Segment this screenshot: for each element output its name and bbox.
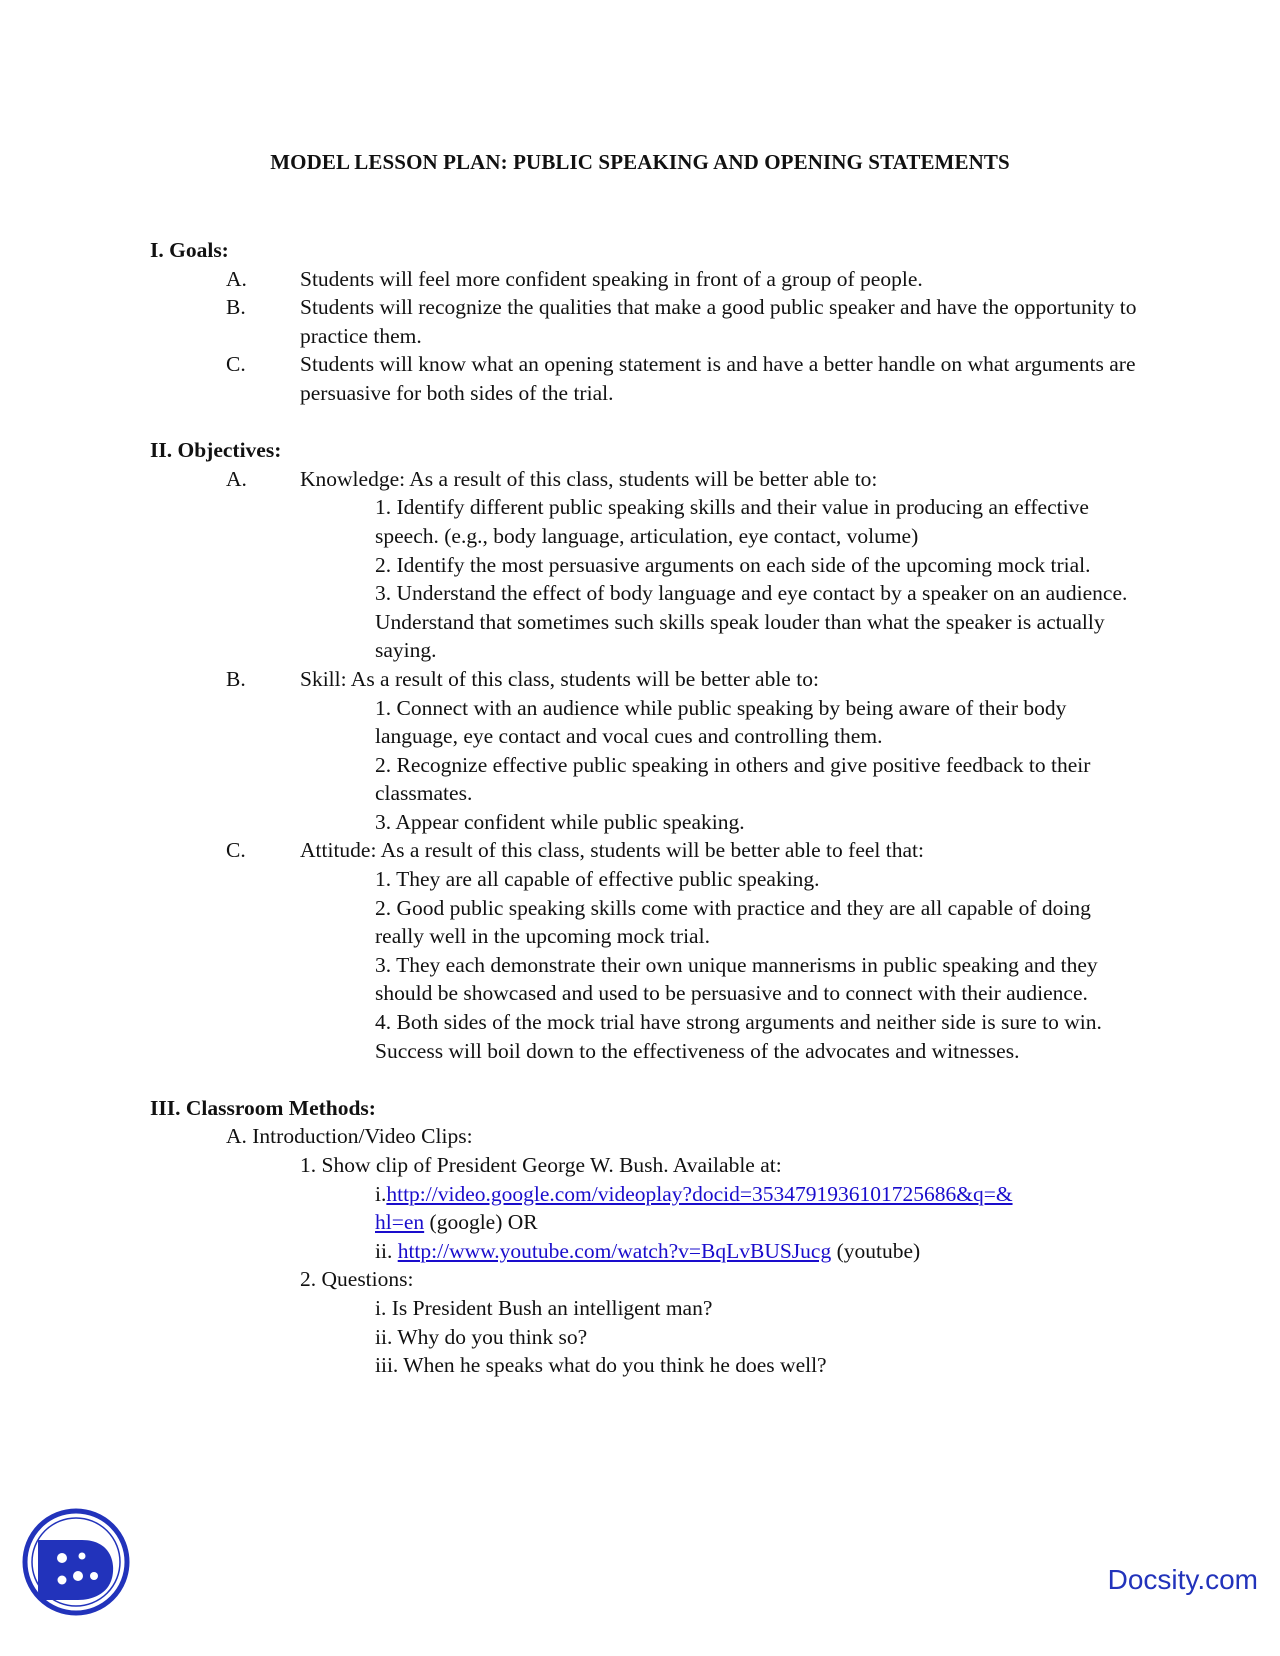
- video-link-google-line-2: [375, 1208, 1140, 1237]
- methods-heading: III. Classroom Methods:: [150, 1095, 376, 1120]
- objective-letter: A.: [226, 466, 247, 491]
- video-link-google-line: [375, 1180, 1140, 1209]
- methods-step: 1. Show clip of President George W. Bush. Available at:: [300, 1153, 782, 1177]
- goal-item: [150, 265, 1140, 294]
- goal-text: Students will know what an opening statement is and have a better handle on what arguments are persuasive for both sides of the trial.: [300, 352, 1136, 405]
- goal-item: [150, 293, 1140, 350]
- link-suffix: (youtube): [831, 1238, 921, 1263]
- objective-knowledge: [150, 465, 1140, 494]
- objective-point: 3. They each demonstrate their own unique mannerisms in public speaking and they should be showcased and used to be persuasive and to connect with their audience.: [375, 952, 1098, 1006]
- link-prefix: ii.: [375, 1238, 398, 1263]
- goal-letter: B.: [226, 295, 246, 320]
- objective-letter: B.: [226, 666, 246, 691]
- methods-intro: A. Introduction/Video Clips:: [226, 1124, 473, 1149]
- objective-text: Attitude: As a result of this class, students will be better able to feel that:: [300, 838, 924, 863]
- objective-point: 2. Identify the most persuasive arguments on each side of the upcoming mock trial.: [375, 552, 1091, 577]
- objective-point: 1. Identify different public speaking skills and their value in producing an effective speech. (e.g., body language, articulation, eye contact, volume): [375, 495, 1089, 548]
- link-prefix: i.: [375, 1181, 387, 1206]
- goals-heading: I. Goals:: [150, 238, 229, 262]
- methods-step: 2. Questions:: [300, 1267, 414, 1292]
- objective-point: 2. Recognize effective public speaking in others and give positive feedback to their classmates.: [375, 752, 1091, 806]
- goal-item: [150, 350, 1140, 407]
- objective-point: 3. Understand the effect of body language and eye contact by a speaker on an audience. Understand that sometimes such skills speak louder than what the speaker is actually saying.: [375, 581, 1128, 663]
- objective-letter: C.: [226, 838, 246, 863]
- google-video-link[interactable]: http://video.google.com/videoplay?docid=3534791936101725686&q=&: [386, 1181, 1013, 1206]
- page-title: MODEL LESSON PLAN: PUBLIC SPEAKING AND OPENING STATEMENTS: [270, 150, 1010, 174]
- question-item: ii. Why do you think so?: [375, 1324, 588, 1349]
- video-link-youtube-line: [375, 1237, 1140, 1266]
- question-item: i. Is President Bush an intelligent man?: [375, 1295, 713, 1320]
- objective-text: Skill: As a result of this class, students will be better able to:: [300, 666, 819, 691]
- objective-point: 3. Appear confident while public speaking.: [375, 809, 745, 834]
- docsity-logo-icon: [20, 1506, 132, 1618]
- goal-text: Students will feel more confident speaking in front of a group of people.: [300, 266, 923, 291]
- objective-attitude: [150, 836, 1140, 865]
- link-suffix: (google) OR: [424, 1210, 538, 1235]
- goal-letter: C.: [226, 352, 246, 377]
- objective-point: 1. They are all capable of effective public speaking.: [375, 867, 820, 892]
- objective-skill: [150, 665, 1140, 694]
- objective-point: 1. Connect with an audience while public speaking by being aware of their body language, eye contact and vocal cues and controlling them.: [375, 695, 1067, 749]
- google-video-link-continued[interactable]: hl=en: [375, 1210, 425, 1235]
- objective-text: Knowledge: As a result of this class, students will be better able to:: [300, 466, 878, 491]
- youtube-video-link[interactable]: http://www.youtube.com/watch?v=BqLvBUSJucg: [397, 1238, 832, 1263]
- objective-point: 4. Both sides of the mock trial have strong arguments and neither side is sure to win. Success will boil down to the effectiveness of the advocates and witnesses.: [375, 1010, 1102, 1063]
- docsity-brand[interactable]: Docsity.com: [1107, 1564, 1258, 1595]
- document-body: [150, 236, 1140, 1380]
- goal-text: Students will recognize the qualities that make a good public speaker and have the opportunity to practice them.: [300, 295, 1137, 348]
- objectives-heading: II. Objectives:: [150, 438, 282, 463]
- goal-letter: A.: [226, 266, 247, 291]
- objective-point: 2. Good public speaking skills come with practice and they are all capable of doing really well in the upcoming mock trial.: [375, 895, 1091, 949]
- question-item: iii. When he speaks what do you think he does well?: [375, 1353, 827, 1378]
